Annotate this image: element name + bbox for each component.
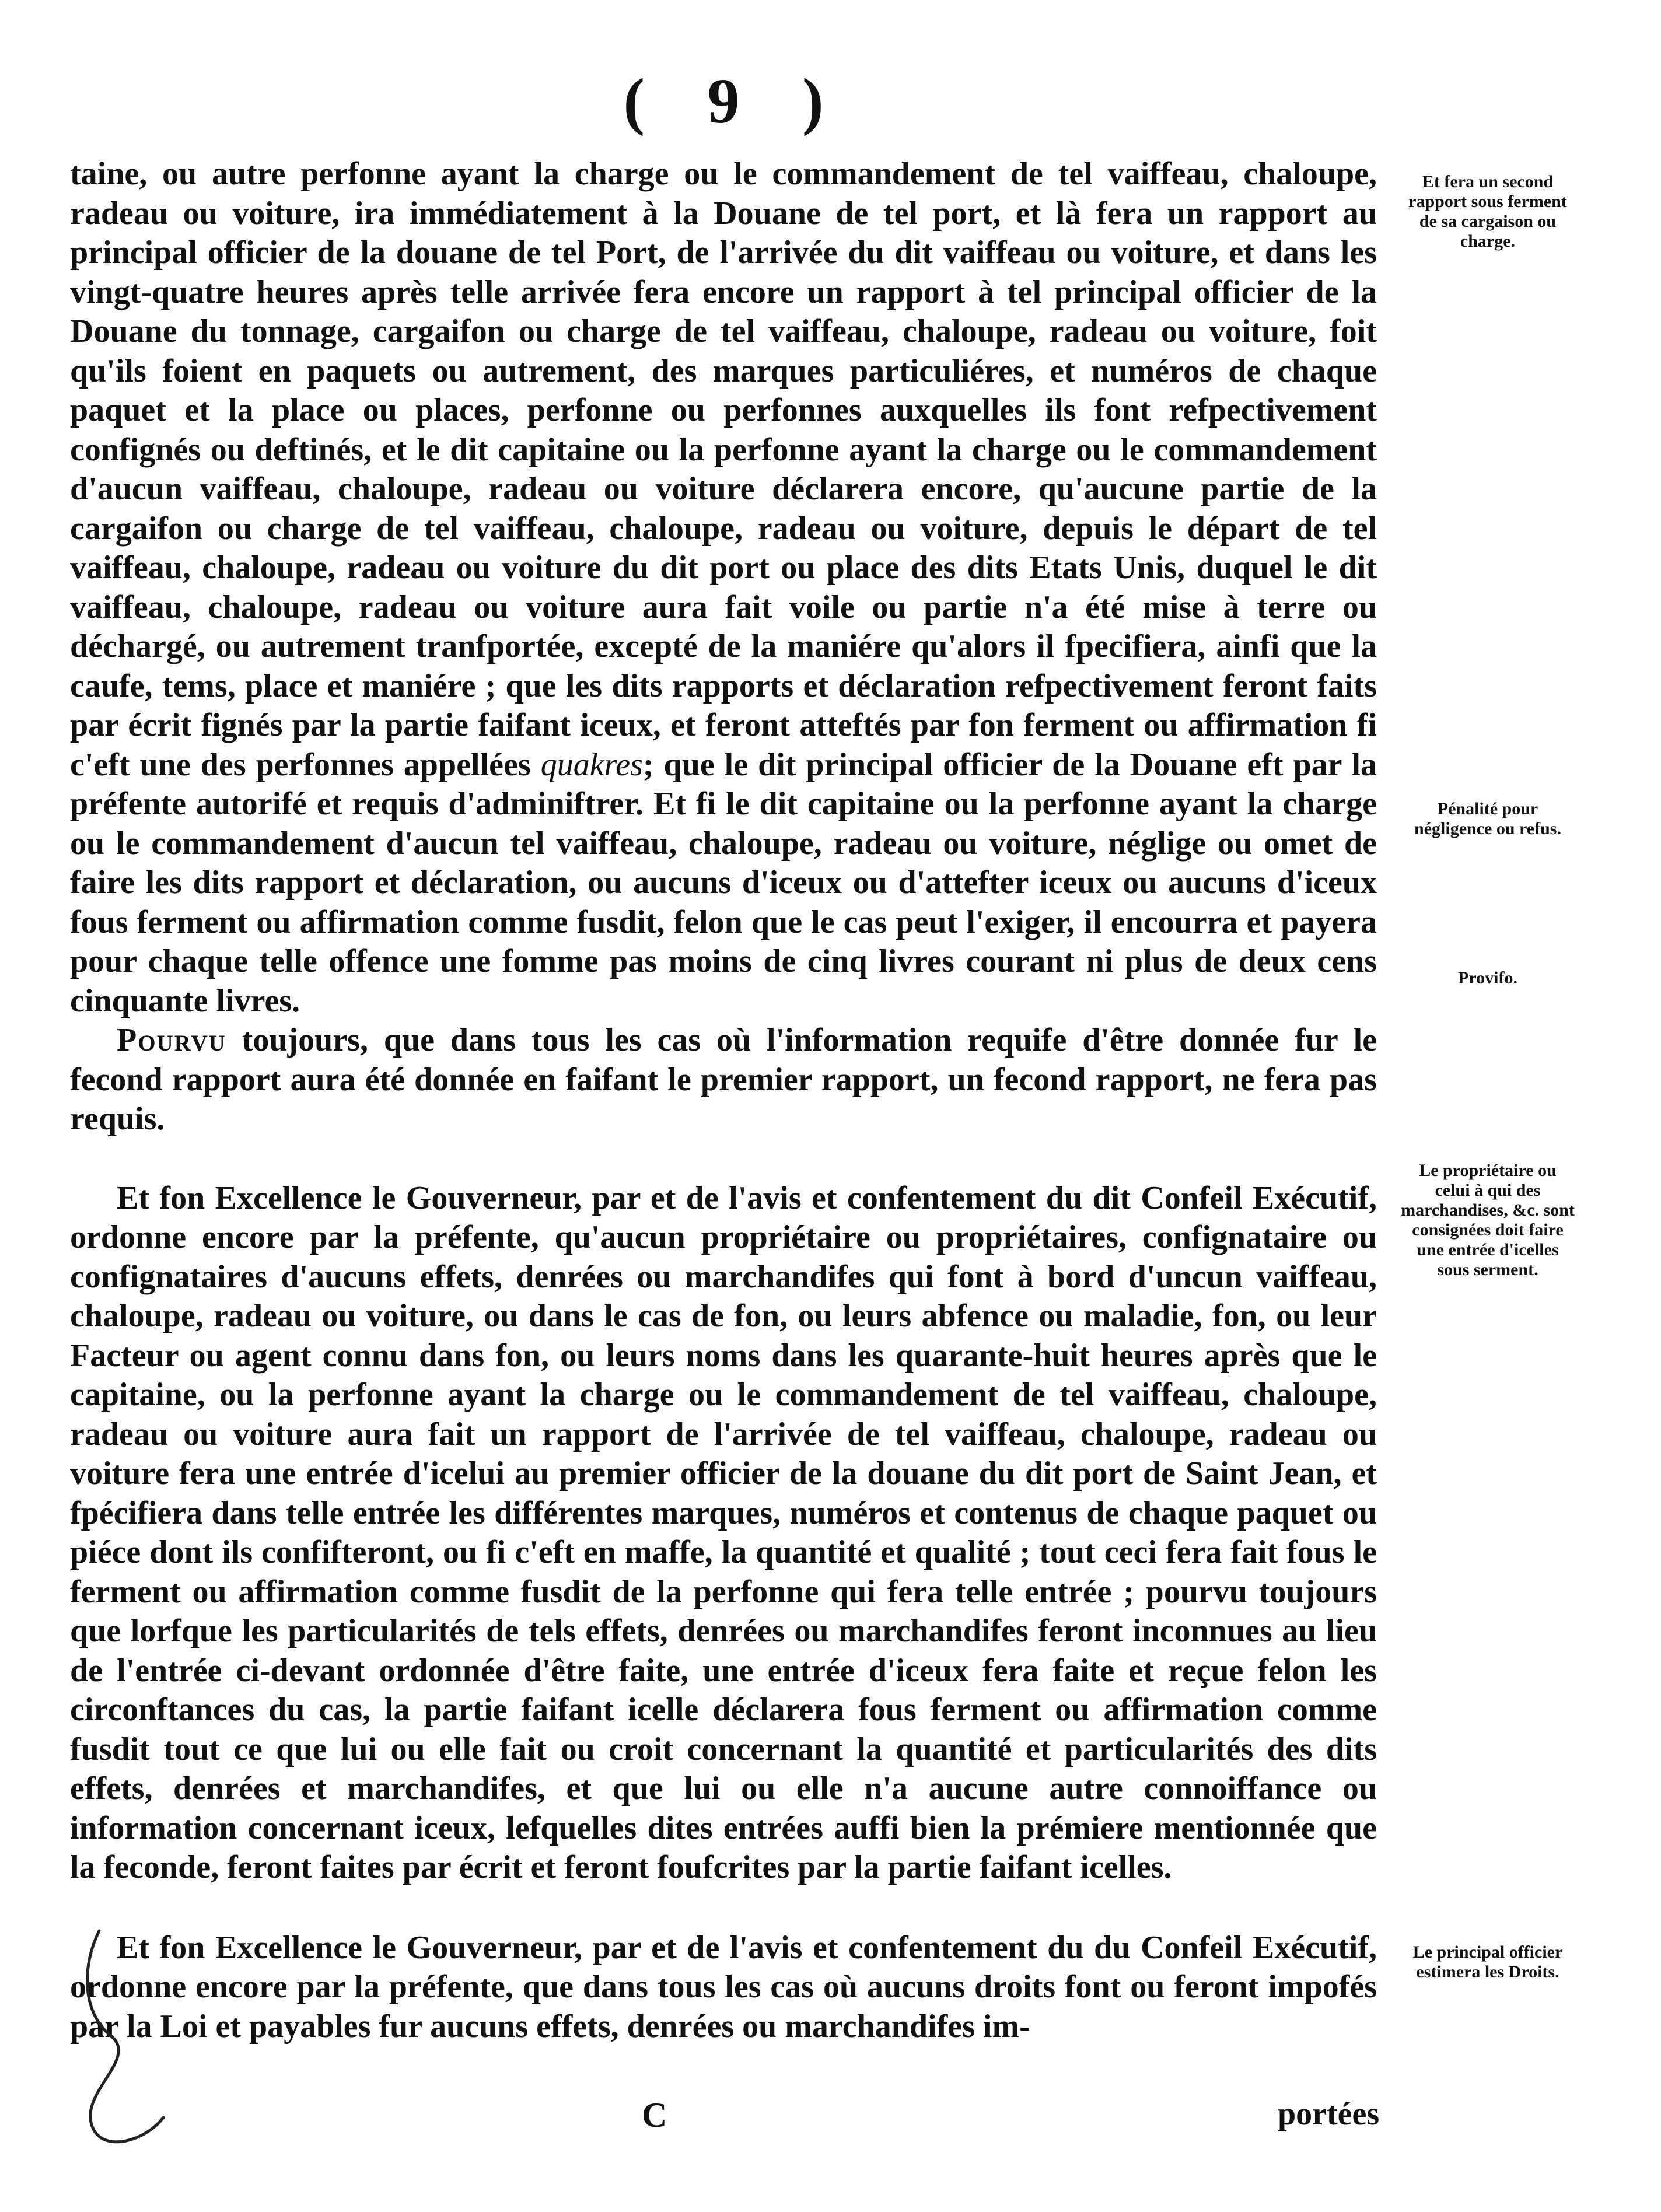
paragraph-4: Et fon Excellence le Gouverneur, par et de l'avis et confentement du du Confeil Exécutif, ordonne encore par la préfente, que dans tous les cas où aucuns droits font ou feront impofés par la Loi et payables fur aucuns effets, denrées ou marchandifes im-: [70, 1929, 1377, 2045]
margin-note-owner-entry: Le propriétaire ou celui à qui des marchandises, &c. sont consignées doit faire une entrée d'icelles sous serment.: [1401, 1161, 1575, 1279]
margin-note-penalty: Pénalité pour négligence ou refus.: [1414, 799, 1561, 838]
margin-note-second-report: Et fera un second rapport sous ferment de sa cargaison ou charge.: [1408, 172, 1567, 251]
page-number: ( 9 ): [623, 65, 847, 136]
pen-annotation-mark: [58, 1919, 187, 2164]
paragraph-1-text: taine, ou autre perfonne ayant la charge ou le commandement de tel vaiffeau, chaloupe, radeau ou voiture, ira immédiatement à la Douane de tel port, et là fera un rapport au principal officier de la douane de tel Port, de l'arrivée du dit vaiffeau ou voiture, et dans les vingt-quatre heures après telle arrivée fera encore un rapport à tel principal officier de la Douane du tonnage, cargaifon ou charge de tel vaiffeau, chaloupe, radeau ou voiture, foit qu'ils foient en paquets ou autrement, des marques particuliéres, et numéros de chaque paquet et la place ou places, perfonne ou perfonnes auxquelles ils font refpectivement confignés ou deftinés, et le dit capitaine ou la perfonne ayant la charge ou le commandement d'aucun vaiffeau, chaloupe, radeau ou voiture déclarera encore, qu'aucune partie de la cargaifon ou charge de tel vaiffeau, chaloupe, radeau ou voiture, depuis le départ de tel vaiffeau, chaloupe, radeau ou voiture du dit port ou place des dits Etats Unis, duquel le dit vaiffeau, chaloupe, radeau ou voiture aura fait voile ou partie n'a été mise à terre ou déchargé, ou autrement tranfportée, excepté de la maniére qu'alors il fpecifiera, ainfi que la caufe, tems, place et maniére ; que les dits rapports et déclaration refpectivement feront faits par écrit fignés par la partie faifant iceux, et feront atteftés par fon ferment ou affirmation fi c'eft une des perfonnes appellées: [70, 156, 1377, 783]
main-text: [70, 155, 1377, 2046]
signature-mark: C: [642, 2096, 667, 2134]
margin-note-duties: Le principal officier estimera les Droits.: [1412, 1943, 1563, 1982]
paragraph-1-rest: ; que le dit principal officier de la Douane eft par la préfente autorifé et requis d'adminiftrer. Et fi le dit capitaine ou la perfonne ayant la charge ou le commandement d'aucun tel vaiffeau, chaloupe, radeau ou voiture, néglige ou omet de faire les dits rapport et déclaration, ou aucuns d'iceux ou d'attefter iceux ou aucuns d'iceux fous ferment ou affirmation comme fusdit, felon que le cas peut l'exiger, il encourra et payera pour chaque telle offence une fomme pas moins de cinq livres courant ni plus de deux cens cinquante livres.: [70, 746, 1377, 1019]
quakres-term: quakres: [540, 746, 643, 783]
proviso-lead: Pourvu: [117, 1022, 226, 1058]
paragraph-3: Et fon Excellence le Gouverneur, par et de l'avis et confentement du dit Confeil Exécutif, ordonne encore par la préfente, qu'aucun propriétaire ou propriétaires, confignataire ou confignataires d'aucuns effets, denrées ou marchandifes qui font à bord d'uncun vaiffeau, chaloupe, radeau ou voiture, ou dans le cas de fon, ou leurs abfence ou maladie, fon, ou leur Facteur ou agent connu dans fon, ou leurs noms dans les quarante-huit heures après que le capitaine, ou la perfonne ayant la charge ou le commandement de tel vaiffeau, chaloupe, radeau ou voiture aura fait un rapport de l'arrivée de tel vaiffeau, chaloupe, radeau ou voiture fera une entrée d'icelui au premier officier de la douane du dit port de Saint Jean, et fpécifiera dans telle entrée les différentes marques, numéros et contenus de chaque paquet ou piéce dont ils confifteront, ou fi c'eft en maffe, la quantité et qualité ; tout ceci fera fait fous le ferment ou affirmation comme fusdit de la perfonne qui fera telle entrée ; pourvu toujours que lorfque les particularités de tels effets, denrées ou marchandifes feront inconnues au lieu de l'entrée ci-devant ordonnée d'être faite, une entrée d'iceux fera faite et reçue felon les circonftances du cas, la partie faifant icelle déclarera fous ferment ou affirmation comme fusdit tout ce que lui ou elle fait ou croit concernant la quantité et particularités des dits effets, denrées et marchandifes, et que lui ou elle n'a aucune autre connoiffance ou information concernant iceux, lefquelles dites entrées auffi bien la prémiere mentionnée que la feconde, feront faites par écrit et feront foufcrites par la partie faifant icelles.: [70, 1180, 1377, 1885]
catchword: portées: [1278, 2096, 1380, 2132]
paragraph-2-text: toujours, que dans tous les cas où l'information requife d'être donnée fur le fecond rapport aura été donnée en faifant le premier rapport, un fecond rapport, ne fera pas requis.: [70, 1022, 1377, 1137]
margin-note-proviso: Provifo.: [1458, 968, 1517, 988]
paragraph-2: [70, 1021, 1377, 1139]
paragraph-1: [70, 155, 1377, 1021]
